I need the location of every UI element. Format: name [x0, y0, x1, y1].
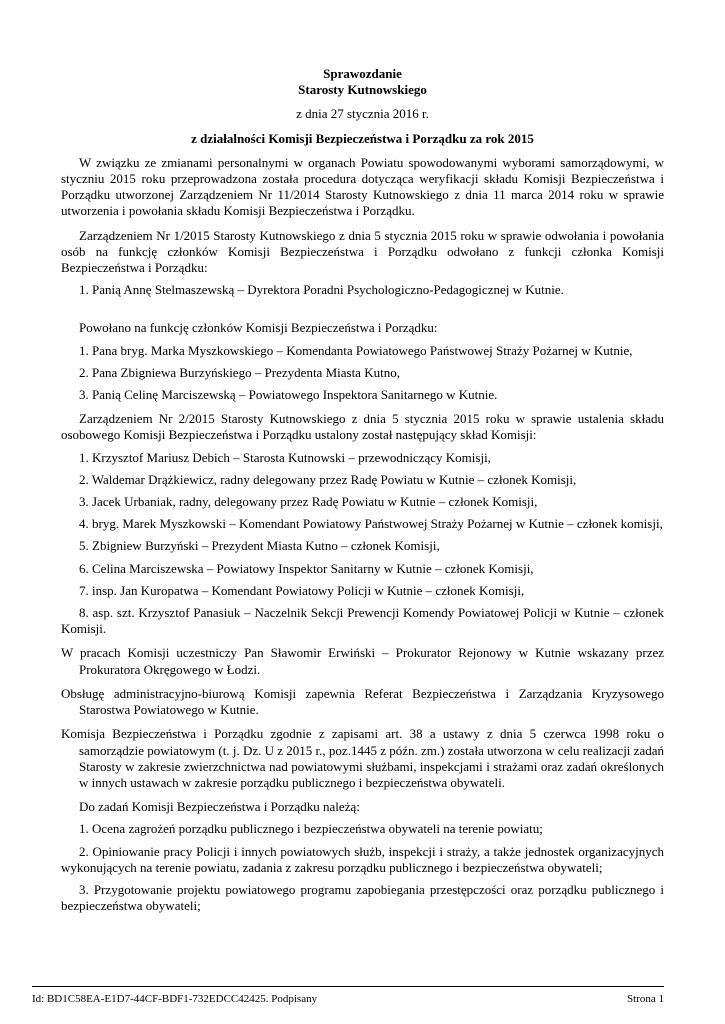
task-item: 2. Opiniowanie pracy Policji i innych powiatowych służb, inspekcji i straży, a także jednostek organizacyjnych wykonujących na terenie powiatu, zadania z zakresu porządku publicznego i bezpieczeństwa obywateli; — [61, 843, 664, 875]
title-line-1: Sprawozdanie — [323, 66, 402, 81]
title-line-2: Starosty Kutnowskiego — [298, 82, 427, 98]
dismissed-member: 1. Panią Annę Stelmaszewską – Dyrektora Poradni Psychologiczno-Pedagogicznej w Kutnie. — [79, 282, 564, 298]
paragraph-dismissal: Zarządzeniem Nr 1/2015 Starosty Kutnowskiego z dnia 5 stycznia 2015 roku w sprawie odwołania i powołania osób na funkcję członków Komisji Bezpieczeństwa i Porządku odwołano z funkcji członka Komisji Bezpieczeństwa i Porządku: — [61, 227, 664, 276]
appointed-item: 3. Panią Celinę Marciszewską – Powiatowego Inspektora Sanitarnego w Kutnie. — [79, 387, 498, 403]
member-item: 5. Zbigniew Burzyński – Prezydent Miasta Kutno – członek Komisji, — [79, 538, 440, 554]
document-id: Id: BD1C58EA-E1D7-44CF-BDF1-732EDCC42425. Podpisany — [32, 993, 318, 1005]
appointed-item: 2. Pana Zbigniewa Burzyńskiego – Prezydenta Miasta Kutno, — [79, 364, 400, 380]
member-item: 2. Waldemar Drążkiewicz, radny delegowany przez Radę Powiatu w Kutnie – członek Komisji, — [79, 471, 577, 487]
paragraph-composition: Zarządzeniem Nr 2/2015 Starosty Kutnowskiego z dnia 5 stycznia 2015 roku w sprawie ustalenia składu osobowego Komisji Bezpieczeństwa i Porządku ustalony został następujący skład Komisji: — [61, 411, 664, 443]
member-item: 6. Celina Marciszewska – Powiatowy Inspektor Sanitarny w Kutnie – członek Komisji, — [79, 560, 534, 576]
document-subtitle: z działalności Komisji Bezpieczeństwa i Porządku za rok 2015 — [191, 130, 534, 146]
member-item: 1. Krzysztof Mariusz Debich – Starosta Kutnowski – przewodniczący Komisji, — [79, 449, 491, 465]
page-number: Strona 1 — [627, 993, 664, 1005]
appointed-item: 1. Pana bryg. Marka Myszkowskiego – Komendanta Powiatowego Państwowej Straży Pożarnej w Kutnie, — [79, 342, 633, 358]
document-body — [61, 66, 664, 914]
member-item: 8. asp. szt. Krzysztof Panasiuk – Naczelnik Sekcji Prewencji Komendy Powiatowej Policji w Kutnie – członek Komisji. — [61, 605, 664, 637]
spacer — [61, 298, 664, 312]
document-title — [61, 66, 664, 98]
paragraph-legal-basis: Komisja Bezpieczeństwa i Porządku zgodnie z zapisami art. 38 a ustawy z dnia 5 czerwca 1998 roku o samorządzie powiatowym (t. j. Dz. U z 2015 r., poz.1445 z późn. zm.) została utworzona w celu realizacji zadań Starosty w zakresie zwierzchnictwa nad powiatowymi służbami, inspekcjami i strażami oraz zadań określonych w innych ustawach w zakresie porządku publicznego i bezpieczeństwa obywateli. — [61, 726, 664, 790]
member-item: 4. bryg. Marek Myszkowski – Komendant Powiatowy Państwowej Straży Pożarnej w Kutnie – członek komisji, — [79, 516, 663, 532]
task-item: 3. Przygotowanie projektu powiatowego programu zapobiegania przestępczości oraz porządku publicznego i bezpieczeństwa obywateli; — [61, 881, 664, 914]
paragraph-prosecutor: W pracach Komisji uczestniczy Pan Sławomir Erwiński – Prokurator Rejonowy w Kutnie wskazany przez Prokuratora Okręgowego w Łodzi. — [61, 645, 664, 677]
member-item: 7. insp. Jan Kuropatwa – Komendant Powiatowy Policji w Kutnie – członek Komisji, — [79, 582, 525, 598]
paragraph-intro: W związku ze zmianami personalnymi w organach Powiatu spowodowanymi wyborami samorządowymi, w styczniu 2015 roku przeprowadzona została procedura dotycząca weryfikacji składu Komisji Bezpieczeństwa i Porządku utworzonej Zarządzeniem Nr 11/2014 Starosty Kutnowskiego z dnia 11 marca 2014 roku w sprawie utworzenia i powołania składu Komisji Bezpieczeństwa i Porządku. — [61, 154, 664, 219]
appointed-intro: Powołano na funkcję członków Komisji Bezpieczeństwa i Porządku: — [79, 320, 438, 336]
page-footer — [32, 986, 664, 1006]
tasks-intro: Do zadań Komisji Bezpieczeństwa i Porządku należą: — [79, 799, 360, 815]
document-date: z dnia 27 stycznia 2016 r. — [296, 106, 429, 122]
task-item: 1. Ocena zagrożeń porządku publicznego i bezpieczeństwa obywateli na terenie powiatu; — [79, 821, 543, 837]
member-item: 3. Jacek Urbaniak, radny, delegowany przez Radę Powiatu w Kutnie – członek Komisji, — [79, 494, 538, 510]
paragraph-administration: Obsługę administracyjno-biurową Komisji zapewnia Referat Bezpieczeństwa i Zarządzania Kryzysowego Starostwa Powiatowego w Kutnie. — [61, 685, 664, 718]
